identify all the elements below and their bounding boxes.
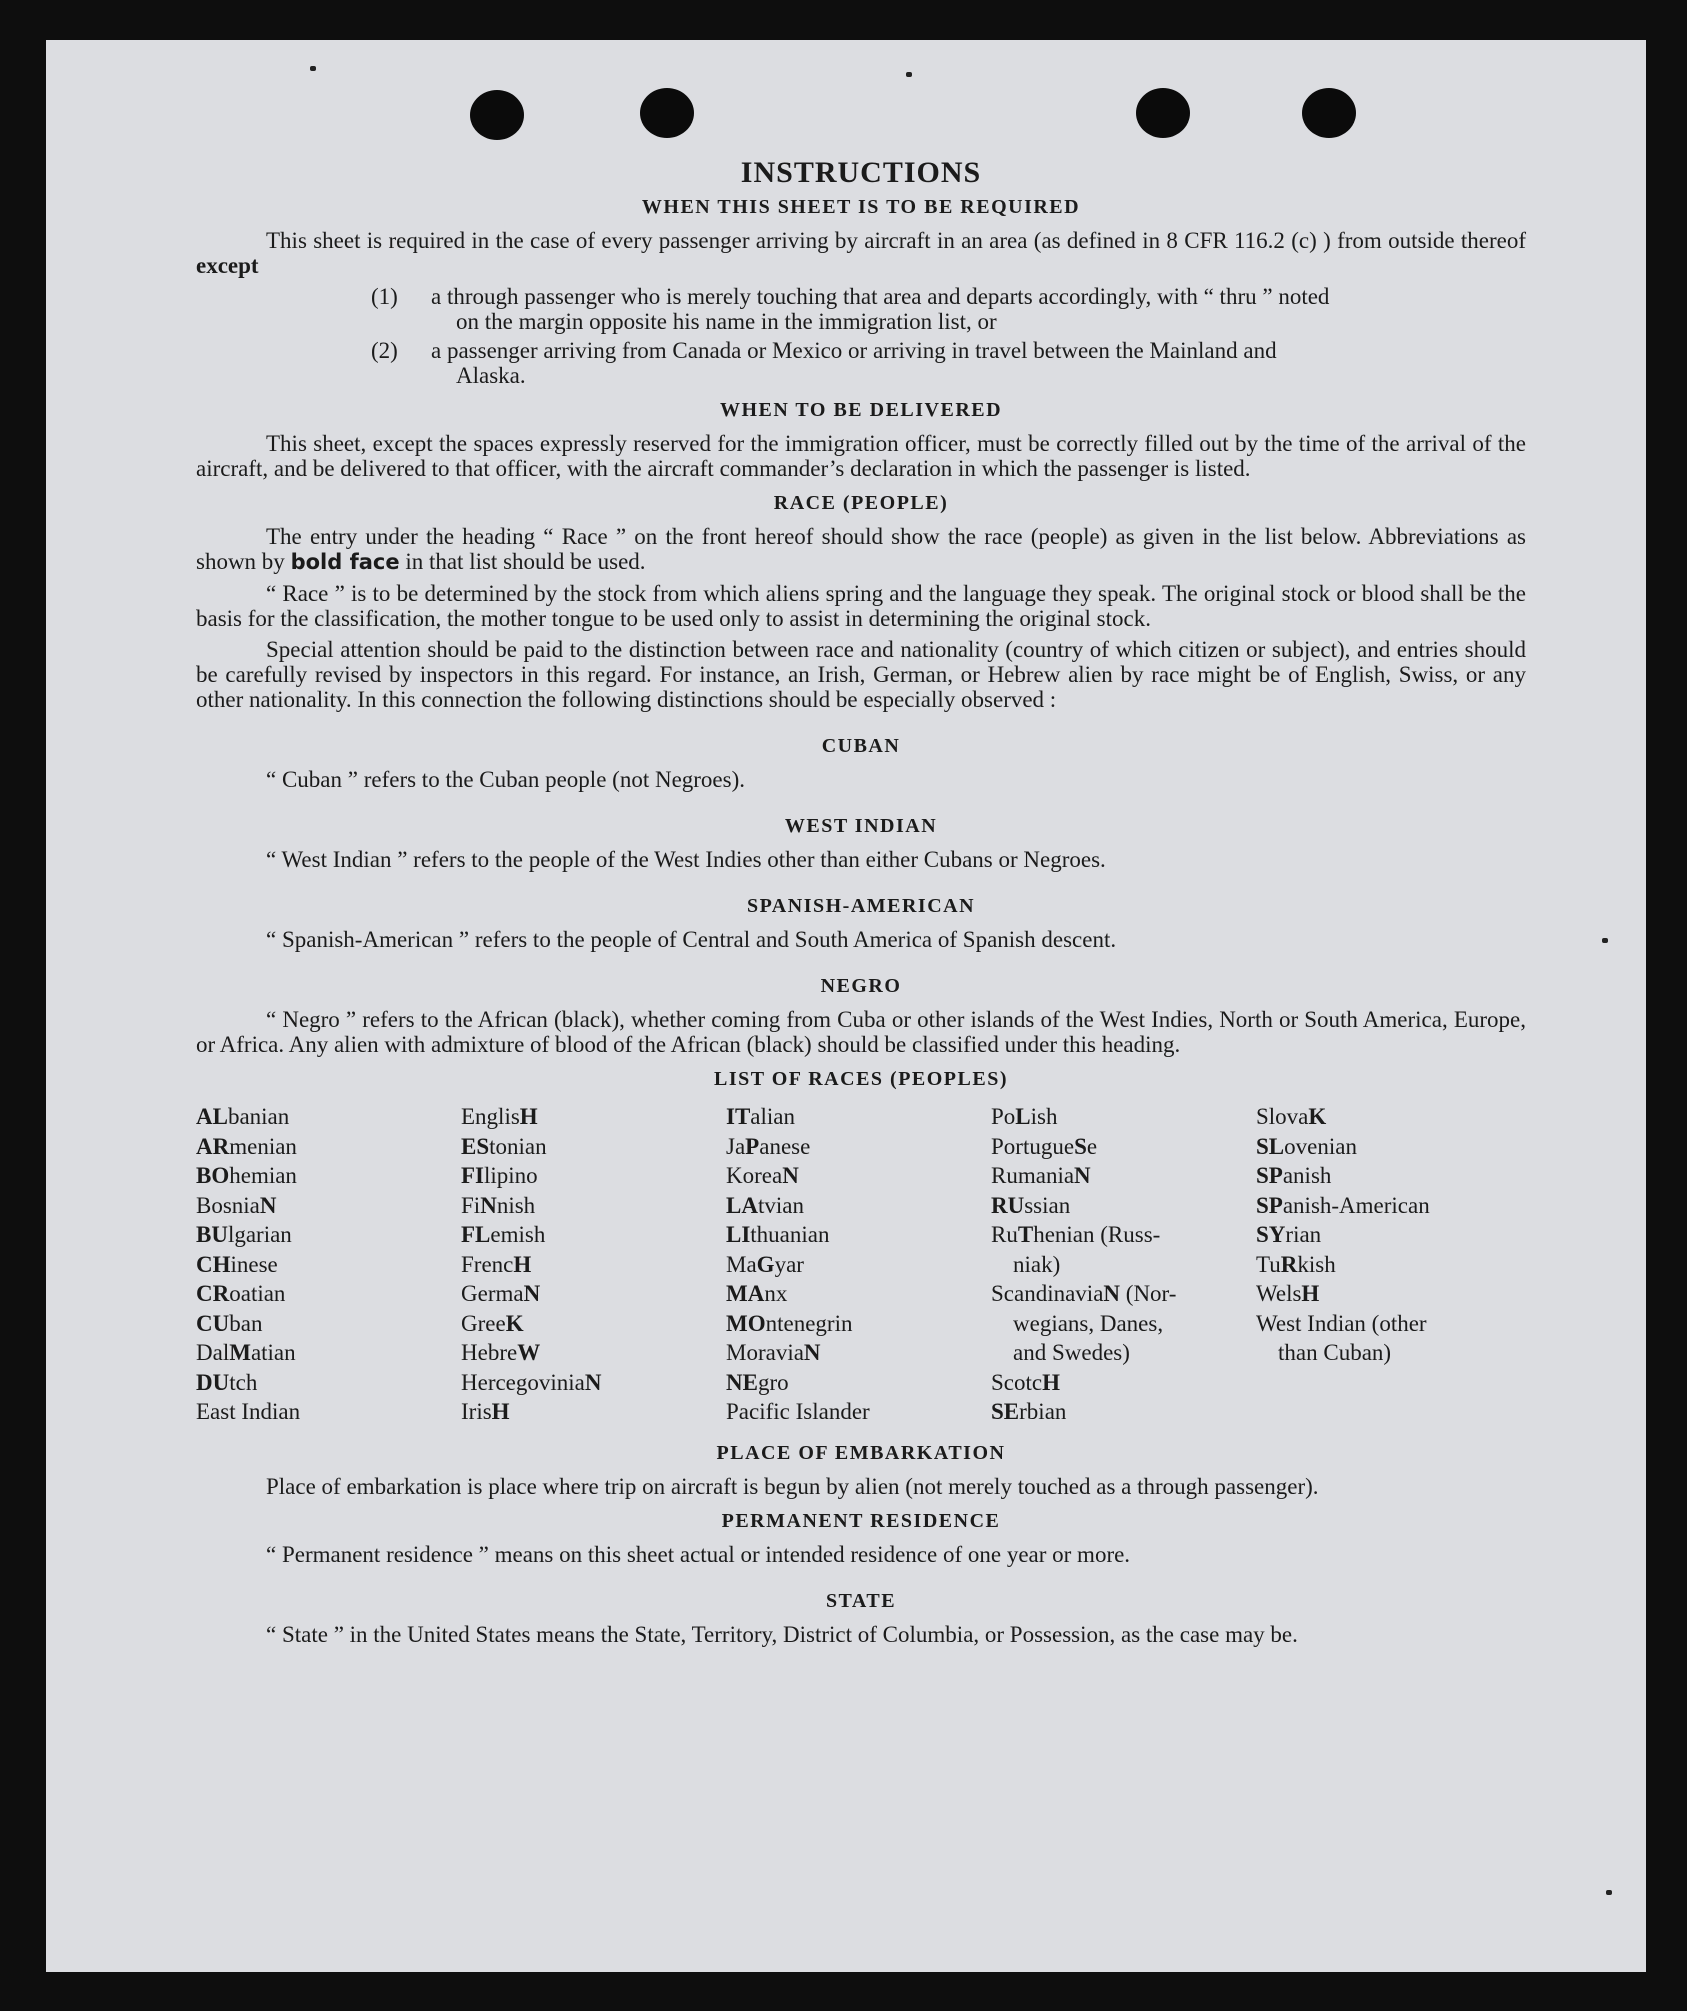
race-abbreviation: SL — [1256, 1133, 1285, 1159]
race-entry — [726, 1250, 991, 1280]
race-entry — [991, 1161, 1256, 1191]
paragraph-when-required — [196, 228, 1526, 278]
race-entry — [726, 1161, 991, 1191]
race-abbreviation: K — [505, 1310, 524, 1336]
race-text: ntenegrin — [765, 1310, 853, 1336]
paragraph-cuban: “ Cuban ” refers to the Cuban people (not Negroes). — [266, 767, 746, 792]
race-abbreviation: CR — [196, 1281, 230, 1306]
paragraph-west-indian: “ West Indian ” refers to the people of the West Indies other than either Cubans or Negroes. — [266, 847, 1106, 872]
race-text: kish — [1297, 1251, 1336, 1277]
race-abbreviation: CH — [196, 1251, 231, 1277]
race-entry — [461, 1132, 726, 1162]
race-abbreviation: H — [519, 1104, 538, 1129]
race-text: hemian — [229, 1163, 297, 1188]
race-text: ish — [1030, 1104, 1058, 1129]
race-abbreviation: W — [517, 1340, 541, 1365]
speck — [1606, 1890, 1612, 1895]
race-text: rian — [1285, 1222, 1322, 1247]
document-sheet — [46, 40, 1646, 1972]
race-entry — [196, 1250, 461, 1280]
race-abbreviation: R — [1280, 1251, 1298, 1277]
item-number: (1) — [371, 284, 398, 309]
race-text: Dal — [196, 1340, 230, 1365]
race-text: Iris — [461, 1399, 492, 1424]
race-entry — [1256, 1191, 1526, 1221]
race-abbreviation: P — [745, 1133, 760, 1159]
item-line: Alaska. — [456, 363, 526, 388]
race-abbreviation: FI — [461, 1163, 484, 1188]
punch-hole — [640, 88, 694, 138]
instructions-content — [196, 156, 1526, 1653]
races-column — [726, 1102, 991, 1427]
item-line: on the margin opposite his name in the immigration list, or — [456, 309, 997, 334]
speck — [310, 66, 316, 71]
race-abbreviation: N — [523, 1281, 541, 1306]
race-entry — [1256, 1102, 1526, 1132]
race-text: anish-American — [1282, 1192, 1430, 1218]
races-column — [1256, 1102, 1526, 1427]
race-abbreviation: S — [1074, 1133, 1087, 1159]
race-abbreviation: CU — [196, 1310, 230, 1336]
race-entry — [461, 1250, 726, 1280]
race-entry — [991, 1397, 1256, 1427]
race-text: oatian — [229, 1281, 286, 1306]
bold-text: except — [196, 253, 259, 278]
paragraph-race-3: Special attention should be paid to the distinction between race and nationality (country of which citizen or subject), and entries should be carefully revised by inspectors in this regard. For instance, an Irish, German, or Hebrew alien by race might be of English, Swiss, or any other nationality. In this connection the following distinctions should be especially observed : — [196, 637, 1526, 712]
race-text: Ma — [726, 1251, 757, 1277]
races-column — [991, 1102, 1256, 1427]
race-text-continued: niak) — [1013, 1251, 1061, 1277]
race-text: East Indian — [196, 1399, 301, 1424]
race-abbreviation: LI — [726, 1222, 751, 1247]
race-abbreviation: MA — [726, 1281, 765, 1306]
race-entry — [196, 1397, 461, 1427]
race-text: ban — [229, 1310, 263, 1336]
race-entry — [196, 1161, 461, 1191]
race-abbreviation: N — [1074, 1163, 1091, 1188]
race-abbreviation: SP — [1256, 1163, 1283, 1188]
race-entry — [726, 1102, 991, 1132]
race-text: lipino — [484, 1163, 538, 1188]
race-abbreviation: FL — [461, 1222, 491, 1247]
race-text: Scandinavia — [991, 1281, 1104, 1306]
race-abbreviation: N — [584, 1369, 602, 1395]
race-text: emish — [490, 1222, 546, 1247]
race-entry — [196, 1338, 461, 1368]
race-entry — [461, 1338, 726, 1368]
race-entry — [1256, 1309, 1526, 1368]
race-text: lgarian — [227, 1222, 292, 1247]
race-text-continued: than Cuban) — [1278, 1340, 1392, 1365]
race-text: Gree — [461, 1310, 506, 1336]
item-line: a through passenger who is merely touching that area and departs accordingly, with “ thru ” noted — [431, 284, 1330, 309]
race-entry — [196, 1102, 461, 1132]
race-entry — [726, 1132, 991, 1162]
race-abbreviation: ES — [461, 1133, 490, 1159]
race-entry — [991, 1368, 1256, 1398]
race-text: Germa — [461, 1281, 524, 1306]
race-text: West Indian (other — [1256, 1310, 1427, 1336]
race-entry — [1256, 1161, 1526, 1191]
race-entry — [461, 1279, 726, 1309]
race-entry — [726, 1191, 991, 1221]
race-abbreviation: G — [756, 1251, 775, 1277]
race-text: Tu — [1256, 1251, 1281, 1277]
heading-embarkation: PLACE OF EMBARKATION — [716, 1441, 1006, 1464]
race-abbreviation: SY — [1256, 1222, 1286, 1247]
race-abbreviation: N — [1103, 1281, 1121, 1306]
race-abbreviation: L — [1015, 1104, 1031, 1129]
race-abbreviation: LA — [726, 1192, 758, 1218]
race-text: Ru — [991, 1222, 1018, 1247]
race-text: rbian — [1019, 1399, 1067, 1424]
race-abbreviation: N — [480, 1192, 497, 1218]
race-entry — [991, 1102, 1256, 1132]
race-abbreviation: AL — [196, 1104, 228, 1129]
text: This sheet is required in the case of every passenger arriving by aircraft in an area (as defined in 8 CFR 116.2 (c) ) from outside thereof — [266, 228, 1526, 253]
races-column — [196, 1102, 461, 1427]
punch-hole — [470, 90, 524, 140]
race-text: ssian — [1024, 1192, 1071, 1218]
race-text: Po — [991, 1104, 1016, 1129]
race-entry — [991, 1132, 1256, 1162]
race-abbreviation: IT — [726, 1104, 751, 1129]
race-text: Slova — [1256, 1104, 1309, 1129]
race-text: Hercegovinia — [461, 1369, 585, 1395]
race-text: Rumania — [991, 1163, 1075, 1188]
speck — [906, 72, 912, 77]
race-text: ovenian — [1284, 1133, 1357, 1159]
heading-state: STATE — [825, 1589, 897, 1612]
heading-when-delivered: WHEN TO BE DELIVERED — [719, 399, 1003, 421]
race-entry — [991, 1220, 1256, 1279]
race-text: Frenc — [461, 1251, 514, 1277]
race-abbreviation: MO — [726, 1310, 766, 1336]
race-abbreviation: T — [1017, 1222, 1034, 1247]
page-title: INSTRUCTIONS — [740, 156, 982, 189]
race-text: Wels — [1256, 1281, 1302, 1306]
race-abbreviation: N — [259, 1192, 277, 1218]
race-text: Bosnia — [196, 1192, 260, 1218]
race-text: thuanian — [750, 1222, 830, 1247]
paragraph-state: “ State ” in the United States means the State, Territory, District of Columbia, or Possession, as the case may be. — [266, 1621, 1298, 1647]
race-abbreviation: NE — [726, 1369, 758, 1395]
heading-spanish-american: SPANISH-AMERICAN — [746, 895, 976, 917]
race-text: gro — [757, 1369, 789, 1395]
heading-race: RACE (PEOPLE) — [773, 492, 949, 514]
race-entry — [196, 1191, 461, 1221]
race-abbreviation: AR — [196, 1133, 230, 1159]
punch-hole — [1302, 88, 1356, 138]
race-abbreviation: H — [1301, 1281, 1320, 1306]
race-entry — [726, 1338, 991, 1368]
race-abbreviation: RU — [991, 1192, 1025, 1218]
race-text: Hebre — [461, 1340, 518, 1365]
heading-west-indian: WEST INDIAN — [784, 815, 938, 837]
race-entry — [461, 1161, 726, 1191]
race-text: inese — [230, 1251, 278, 1277]
race-text: nish — [496, 1192, 536, 1218]
race-text: banian — [227, 1104, 290, 1129]
speck — [1602, 938, 1608, 943]
paragraph-when-delivered: This sheet, except the spaces expressly reserved for the immigration officer, must be correctly filled out by the time of the arrival of the aircraft, and be delivered to that officer, with the aircraft commander’s declaration in which the passenger is listed. — [196, 431, 1526, 481]
heading-negro: NEGRO — [820, 975, 902, 997]
race-text: Ja — [726, 1133, 746, 1159]
bold-text: bold face — [290, 550, 400, 574]
race-text: nx — [764, 1281, 788, 1306]
race-text: menian — [229, 1133, 297, 1159]
race-entry — [461, 1102, 726, 1132]
item-text — [431, 284, 1526, 334]
item-number: (2) — [371, 338, 398, 363]
race-abbreviation: H — [491, 1399, 510, 1424]
punch-hole — [1136, 88, 1190, 138]
race-entry — [461, 1368, 726, 1398]
text: The entry under the heading “ Race ” on the front hereof should show the race (people) as given in the list below. Abbreviations as shown by — [196, 524, 1526, 574]
race-text: yar — [774, 1251, 804, 1277]
race-entry — [991, 1279, 1256, 1368]
race-entry — [726, 1397, 991, 1427]
race-text-continued: and Swedes) — [1013, 1340, 1130, 1365]
race-abbreviation: N — [803, 1340, 821, 1365]
race-entry — [1256, 1250, 1526, 1280]
race-entry — [726, 1368, 991, 1398]
heading-when-required: WHEN THIS SHEET IS TO BE REQUIRED — [641, 196, 1081, 218]
race-text: Fi — [461, 1192, 481, 1218]
race-entry — [461, 1309, 726, 1339]
text: in that list should be used. — [405, 549, 646, 574]
race-entry — [726, 1309, 991, 1339]
race-entry — [196, 1279, 461, 1309]
race-abbreviation: N — [782, 1163, 799, 1188]
list-item-1 — [196, 284, 1526, 334]
paragraph-race-1 — [196, 524, 1526, 575]
race-entry — [196, 1368, 461, 1398]
races-column — [461, 1102, 726, 1427]
race-text: Scotc — [991, 1369, 1043, 1395]
paragraph-negro: “ Negro ” refers to the African (black), whether coming from Cuba or other islands of the West Indies, North or South America, Europe, or Africa. Any alien with admixture of blood of the African (black) should be classified under this heading. — [196, 1007, 1526, 1057]
race-abbreviation: BU — [196, 1222, 228, 1247]
paragraph-residence: “ Permanent residence ” means on this sheet actual or intended residence of one year or more. — [266, 1541, 1131, 1567]
race-text: Portugue — [991, 1133, 1075, 1159]
race-entry — [461, 1397, 726, 1427]
paragraph-spanish-american: “ Spanish-American ” refers to the people of Central and South America of Spanish descent. — [266, 927, 1117, 952]
race-abbreviation: SP — [1256, 1192, 1283, 1218]
race-entry — [461, 1220, 726, 1250]
race-text: atian — [250, 1340, 296, 1365]
races-table — [196, 1102, 1526, 1427]
race-entry — [726, 1279, 991, 1309]
race-abbreviation: K — [1308, 1104, 1327, 1129]
heading-cuban: CUBAN — [821, 735, 901, 757]
race-text: anese — [759, 1133, 811, 1159]
race-text-continued: wegians, Danes, — [1013, 1310, 1164, 1336]
race-text: Korea — [726, 1163, 783, 1188]
item-text — [431, 338, 1526, 388]
race-abbreviation: BO — [196, 1163, 230, 1188]
race-text: alian — [750, 1104, 795, 1129]
race-abbreviation: H — [513, 1251, 532, 1277]
race-text: anish — [1282, 1163, 1332, 1188]
race-text: tonian — [489, 1133, 547, 1159]
race-text: Englis — [461, 1104, 520, 1129]
paragraph-embarkation: Place of embarkation is place where trip on aircraft is begun by alien (not merely touched as a through passenger). — [266, 1473, 1319, 1499]
race-entry — [1256, 1279, 1526, 1309]
race-abbreviation: SE — [991, 1399, 1020, 1424]
list-item-2 — [196, 338, 1526, 388]
race-text: e — [1086, 1133, 1098, 1159]
heading-list-of-races: LIST OF RACES (PEOPLES) — [713, 1068, 1008, 1090]
heading-residence: PERMANENT RESIDENCE — [721, 1509, 1001, 1532]
race-text: tch — [229, 1369, 258, 1395]
race-text: tvian — [757, 1192, 804, 1218]
race-entry — [1256, 1132, 1526, 1162]
race-text: Pacific Islander — [726, 1399, 870, 1424]
race-entry — [196, 1220, 461, 1250]
paragraph-race-2: “ Race ” is to be determined by the stock from which aliens spring and the language they speak. The original stock or blood shall be the basis for the classification, the mother tongue to be used only to assist in determining the original stock. — [196, 581, 1526, 631]
race-entry — [991, 1191, 1256, 1221]
race-entry — [196, 1132, 461, 1162]
race-entry — [196, 1309, 461, 1339]
race-text: (Nor- — [1120, 1281, 1177, 1306]
item-line: a passenger arriving from Canada or Mexico or arriving in travel between the Mainland and — [431, 338, 1277, 363]
race-entry — [1256, 1220, 1526, 1250]
race-abbreviation: H — [1042, 1369, 1060, 1395]
race-abbreviation: DU — [196, 1369, 230, 1395]
race-entry — [726, 1220, 991, 1250]
race-entry — [461, 1191, 726, 1221]
race-text: Moravia — [726, 1340, 804, 1365]
race-text: henian (Russ- — [1033, 1222, 1161, 1247]
race-abbreviation: M — [229, 1340, 251, 1365]
